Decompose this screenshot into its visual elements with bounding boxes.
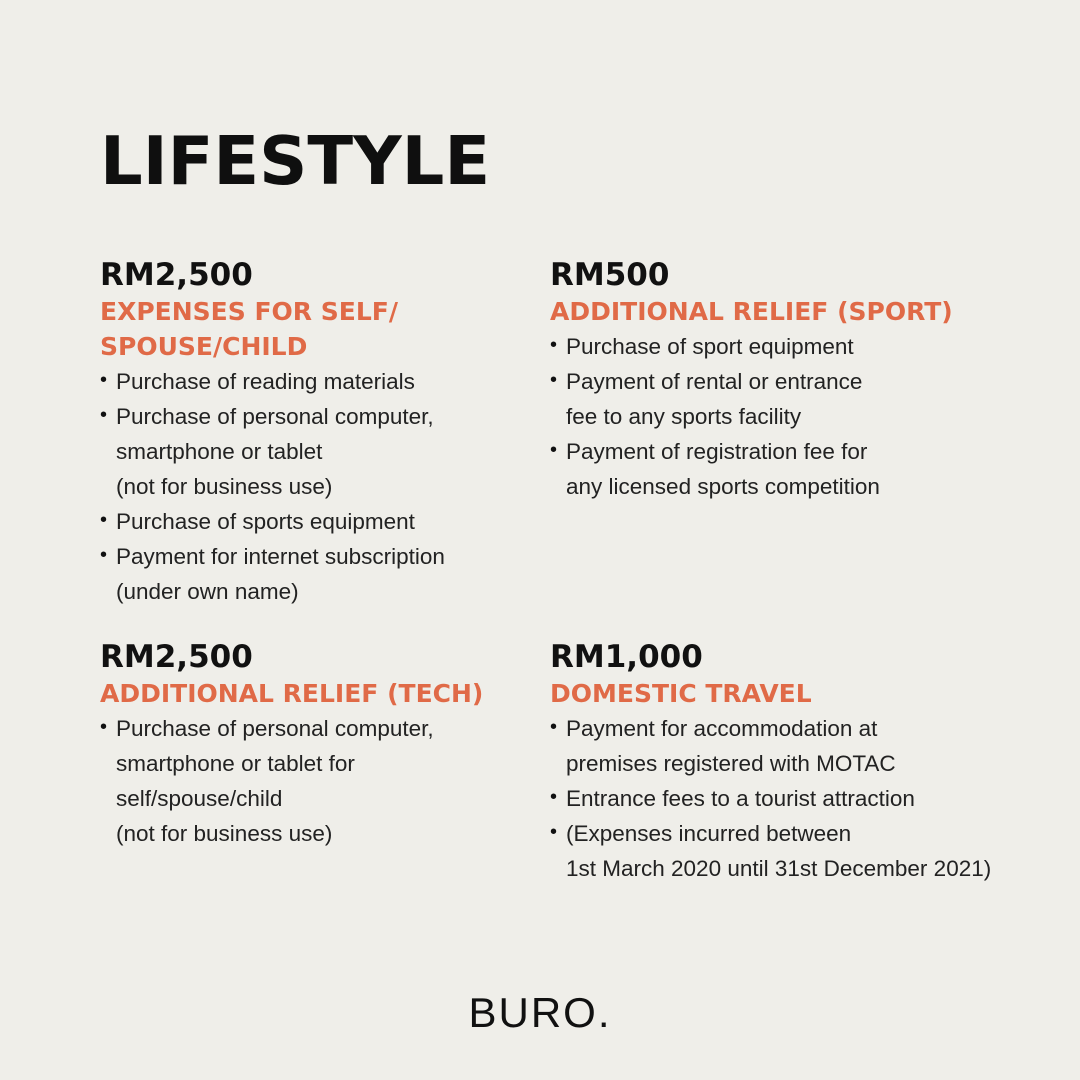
bullet-icon: • <box>550 439 558 461</box>
relief-category-line: ADDITIONAL RELIEF (SPORT) <box>550 297 953 326</box>
relief-item-line: (not for business use) <box>116 474 333 499</box>
relief-amount: RM1,000 <box>550 639 703 675</box>
relief-item-line: (not for business use) <box>116 821 333 846</box>
relief-section-self-spouse-child <box>100 256 540 609</box>
relief-item-list <box>550 329 990 504</box>
relief-item-line: Purchase of sports equipment <box>116 509 415 534</box>
relief-section-sport <box>550 256 990 504</box>
bullet-icon: • <box>550 786 558 808</box>
relief-item-line: smartphone or tablet for <box>116 751 355 776</box>
relief-item <box>550 781 990 816</box>
relief-item <box>550 434 990 504</box>
relief-item-line: Payment for accommodation at <box>566 716 878 741</box>
relief-item <box>100 539 540 609</box>
relief-amount: RM2,500 <box>100 257 253 293</box>
bullet-icon: • <box>550 821 558 843</box>
relief-category-line: ADDITIONAL RELIEF (TECH) <box>100 679 484 708</box>
page-title: LIFESTYLE <box>100 122 491 200</box>
relief-category <box>100 676 540 711</box>
relief-item <box>100 504 540 539</box>
bullet-icon: • <box>100 509 108 531</box>
relief-amount: RM2,500 <box>100 639 253 675</box>
relief-category-line: DOMESTIC TRAVEL <box>550 679 812 708</box>
relief-item <box>550 711 990 781</box>
relief-item <box>100 399 540 504</box>
bullet-icon: • <box>550 334 558 356</box>
bullet-icon: • <box>100 544 108 566</box>
relief-item-line: (Expenses incurred between <box>566 821 852 846</box>
relief-item-line: smartphone or tablet <box>116 439 323 464</box>
relief-item-line: Payment for internet subscription <box>116 544 445 569</box>
relief-section-tech <box>100 638 540 851</box>
bullet-icon: • <box>100 404 108 426</box>
relief-item-line: Payment of rental or entrance <box>566 369 863 394</box>
relief-item-list <box>550 711 990 886</box>
relief-item-line: Purchase of personal computer, <box>116 404 434 429</box>
relief-item-line: self/spouse/child <box>116 786 283 811</box>
relief-category <box>550 676 990 711</box>
bullet-icon: • <box>100 369 108 391</box>
relief-item <box>100 711 540 851</box>
bullet-icon: • <box>550 369 558 391</box>
relief-item-line: Purchase of sport equipment <box>566 334 854 359</box>
relief-category-line: SPOUSE/CHILD <box>100 332 308 361</box>
relief-amount: RM500 <box>550 257 670 293</box>
relief-item <box>100 364 540 399</box>
relief-section-domestic-travel <box>550 638 990 886</box>
bullet-icon: • <box>550 716 558 738</box>
relief-category-line: EXPENSES FOR SELF/ <box>100 297 398 326</box>
relief-item-line: Payment of registration fee for <box>566 439 868 464</box>
relief-item-line: Purchase of reading materials <box>116 369 415 394</box>
relief-item-line: Purchase of personal computer, <box>116 716 434 741</box>
relief-category <box>550 294 990 329</box>
relief-item <box>550 329 990 364</box>
relief-item-line: fee to any sports facility <box>566 404 802 429</box>
relief-category <box>100 294 540 364</box>
relief-item-list <box>100 364 540 609</box>
relief-item-line: any licensed sports competition <box>566 474 880 499</box>
relief-item-line: Entrance fees to a tourist attraction <box>566 786 915 811</box>
relief-item <box>550 364 990 434</box>
bullet-icon: • <box>100 716 108 738</box>
relief-item-line: premises registered with MOTAC <box>566 751 896 776</box>
relief-item-list <box>100 711 540 851</box>
relief-item <box>550 816 990 886</box>
brand-logo: BURO. <box>468 989 612 1036</box>
relief-item-line: (under own name) <box>116 579 299 604</box>
relief-item-line: 1st March 2020 until 31st December 2021) <box>566 856 992 881</box>
